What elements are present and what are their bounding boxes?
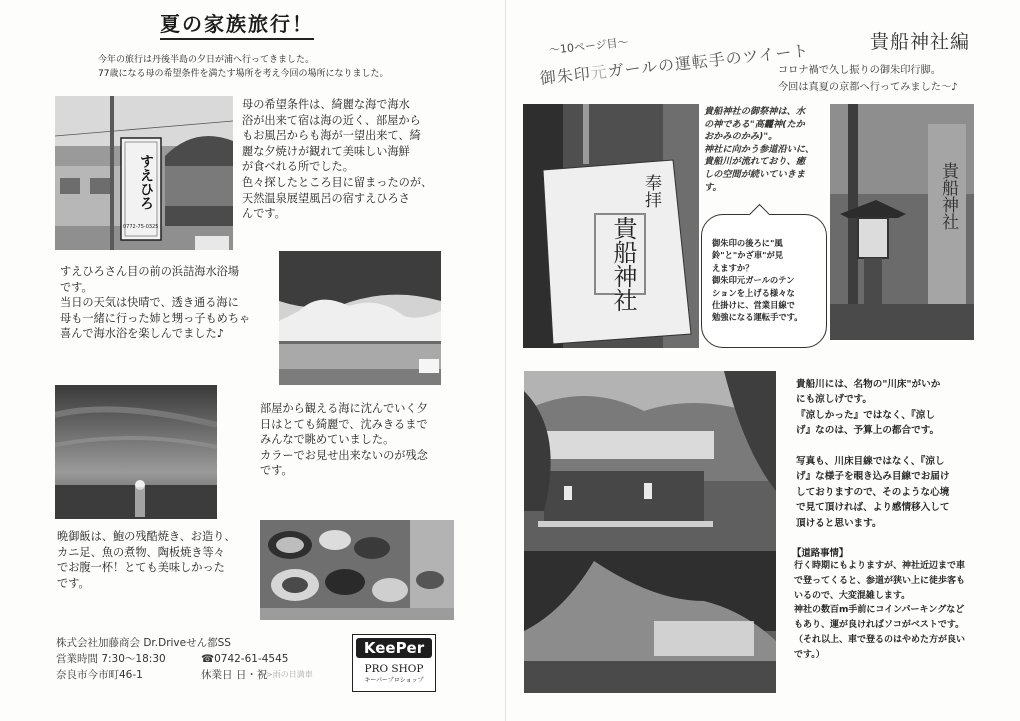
footer-hours: 営業時間 7:30～18:30	[56, 653, 166, 665]
footer-holiday: 休業日 日・祝	[201, 669, 268, 681]
goshuin-char-4: 船	[609, 240, 637, 264]
speech-bubble-text: 御朱印の後ろに"風 鈴"と"かざ車"が見 えますか？ 御朱印元ガールのテン ションを上げる様々な 仕掛けに、営業目線で 勉強になる運転手です。	[712, 238, 803, 323]
beach-paragraph: すえひろさん目の前の浜詰海水浴場 です。 当日の天気は快晴で、透き通る海に 母も一緒に行った姉と甥っ子もめちゃ 喜んで海水浴を楽しんでました♪	[60, 265, 251, 341]
beach-photo	[279, 251, 441, 385]
proshop-label: PRO SHOP	[364, 663, 424, 675]
stone-char-4: 社	[938, 213, 958, 230]
stone-char-2: 船	[938, 179, 958, 196]
footer-holiday-note: >雨の日満車	[266, 670, 313, 679]
goshuin-ink-col1	[641, 174, 661, 208]
shrine-stone-photo	[830, 104, 974, 340]
tweet-subtitle-small: ～10ページ目～	[548, 35, 630, 57]
dinner-photo	[260, 520, 454, 620]
goshuin-photo	[523, 104, 699, 348]
sunset-photo	[55, 385, 217, 519]
road-paragraph: 行く時期にもよりますが、神社近辺まで車 で登ってくると、参道が狭い上に徒歩客も いるので、大変混雑します。 神社の数百m手前にコインパーキングなど もあり、運が良ければソコがベストです。 （それ以上、車で登るのはやめた方が良い です。）	[794, 561, 966, 660]
footer-company: 株式会社加藤商会 Dr.Driveせん都SS	[56, 637, 231, 649]
center-fold	[505, 0, 506, 721]
goshuin-char-3: 貴	[609, 216, 637, 240]
inn-sign-phone: 0772-75-0325	[123, 224, 159, 230]
goshuin-char-2: 拝	[641, 191, 661, 208]
section-title: 貴船神社編	[870, 31, 971, 53]
road-title: 【道路事情】	[792, 548, 849, 559]
speech-bubble	[701, 214, 827, 348]
proshop-sub-label: キーパープロショップ	[364, 677, 424, 684]
subtitle-goshuin: 御朱印	[538, 63, 592, 89]
dinner-paragraph: 晩御飯は、鮑の残酷焼き、お造り、 カニ足、魚の煮物、陶板焼き等々 でお腹一杯！とても美味しかった です。	[57, 530, 236, 590]
stone-inscription	[936, 162, 960, 230]
keeper-logo-box	[352, 634, 436, 692]
inn-sign-text: すえひろ	[138, 154, 154, 210]
kawadoko-paragraph: 貴船川には、名物の"川床"がいか にも涼しげです。 『涼しかった』ではなく、『涼し げ』なのは、予算上の都合です。 写真も、川床目線ではなく、『涼し げ』な様子を覗き込み目線でお届け しておりますので、そのような心境 で見て頂ければ、より感情移入して 頂けると思います。	[796, 379, 950, 529]
shrine-description: 貴船神社の御祭神は、水 の神である"高龗神(たか おかみのかみ)"。 神社に向かう参道沿いに、 貴船川が流れており、癒 しの空間が続いていきま す。	[704, 106, 815, 193]
right-intro: コロナ禍で久し振りの御朱印行脚。 今回は真夏の京都へ行ってみました～♪	[778, 65, 958, 93]
footer-phone: ☎0742-61-4545	[201, 653, 289, 665]
keeper-logo: KeePer	[356, 638, 432, 658]
inn-photo	[55, 96, 233, 250]
goshuin-char-1: 奉	[641, 174, 661, 191]
left-intro: 今年の旅行は丹後半島の夕日が浦へ行ってきました。 77歳になる母の希望条件を満たす場所を考え今回の場所になりました。	[98, 55, 389, 79]
stone-char-1: 貴	[938, 162, 958, 179]
goshuin-char-6: 社	[609, 288, 637, 312]
goshuin-ink-col2	[609, 216, 637, 312]
subtitle-rest: ガールの運転手のツイート	[606, 40, 811, 81]
sunset-paragraph: 部屋から観える海に沈んでいく夕 日はとても綺麗で、沈みきるまで みんなで眺めていました。 カラーでお見せ出来ないのが残念 です。	[260, 402, 428, 478]
subtitle-moto: 元	[589, 61, 609, 83]
shop-footer	[56, 635, 346, 689]
left-title: 夏の家族旅行！	[160, 8, 314, 40]
inn-paragraph: 母の希望条件は、綺麗な海で海水 浴が出来て宿は海の近く、部屋から もお風呂からも海が一望出来て、綺 麗な夕焼けが観れて美味しい海鮮 が食べれる所でした。 色々探したところ目に留まったのが、 天然温泉展望風呂の宿すえひろさ んです。	[242, 98, 433, 221]
goshuin-char-5: 神	[609, 264, 637, 288]
stone-char-3: 神	[938, 196, 958, 213]
footer-address: 奈良市今市町46-1	[56, 669, 143, 681]
river-kawadoko-photo	[524, 371, 776, 693]
